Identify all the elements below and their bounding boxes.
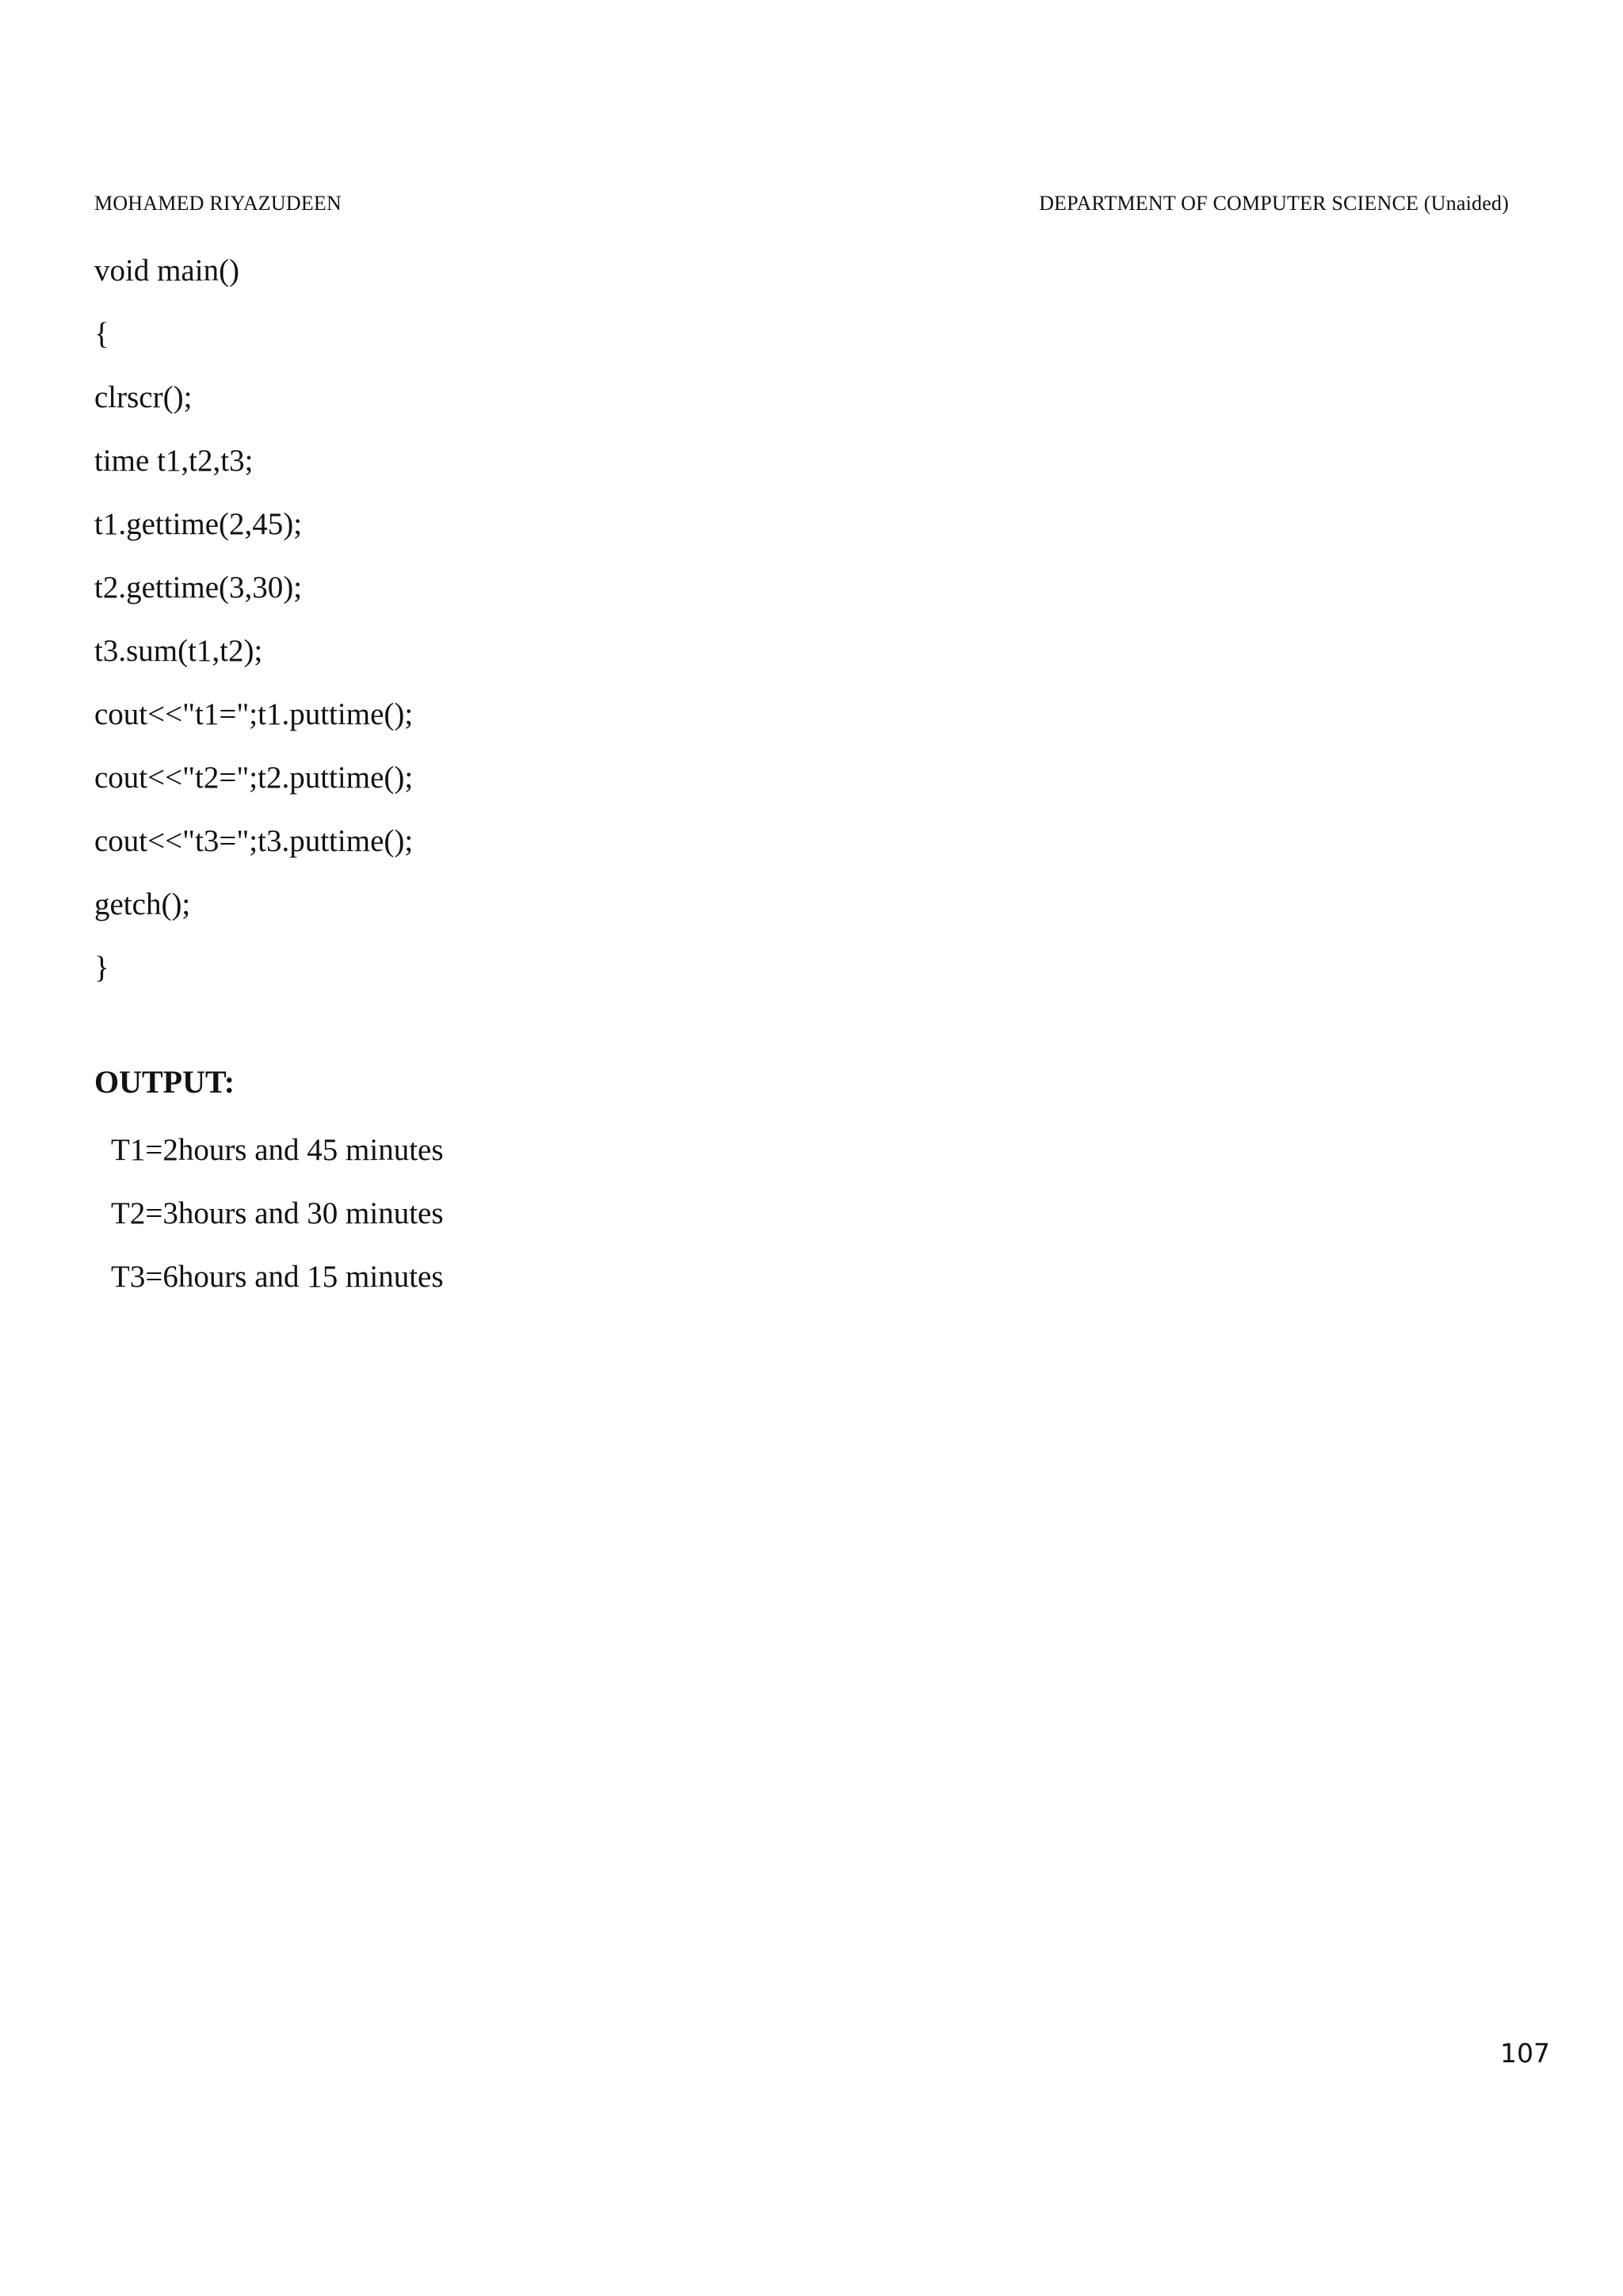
output-listing	[111, 1119, 444, 1309]
page-number: 107	[1500, 2038, 1550, 2069]
code-line: cout<<"t3=";t3.puttime();	[94, 824, 414, 858]
code-line: cout<<"t2=";t2.puttime();	[94, 761, 414, 795]
output-heading: OUTPUT:	[94, 1064, 235, 1100]
code-line: t3.sum(t1,t2);	[94, 634, 263, 668]
code-listing	[94, 239, 413, 1000]
code-line: t2.gettime(3,30);	[94, 570, 303, 605]
output-line: T3=6hours and 15 minutes	[111, 1260, 444, 1294]
header-department: DEPARTMENT OF COMPUTER SCIENCE (Unaided)	[1039, 192, 1509, 215]
code-line: void main()	[94, 254, 240, 288]
header-author: MOHAMED RIYAZUDEEN	[94, 192, 342, 215]
code-line: clrscr();	[94, 380, 193, 414]
code-line: getch();	[94, 887, 191, 921]
code-line: t1.gettime(2,45);	[94, 507, 303, 541]
code-line: cout<<"t1=";t1.puttime();	[94, 697, 414, 731]
output-line: T2=3hours and 30 minutes	[111, 1196, 444, 1230]
code-line: time t1,t2,t3;	[94, 444, 254, 478]
code-line: }	[94, 951, 109, 985]
code-line: {	[94, 317, 109, 351]
output-line: T1=2hours and 45 minutes	[111, 1133, 444, 1167]
